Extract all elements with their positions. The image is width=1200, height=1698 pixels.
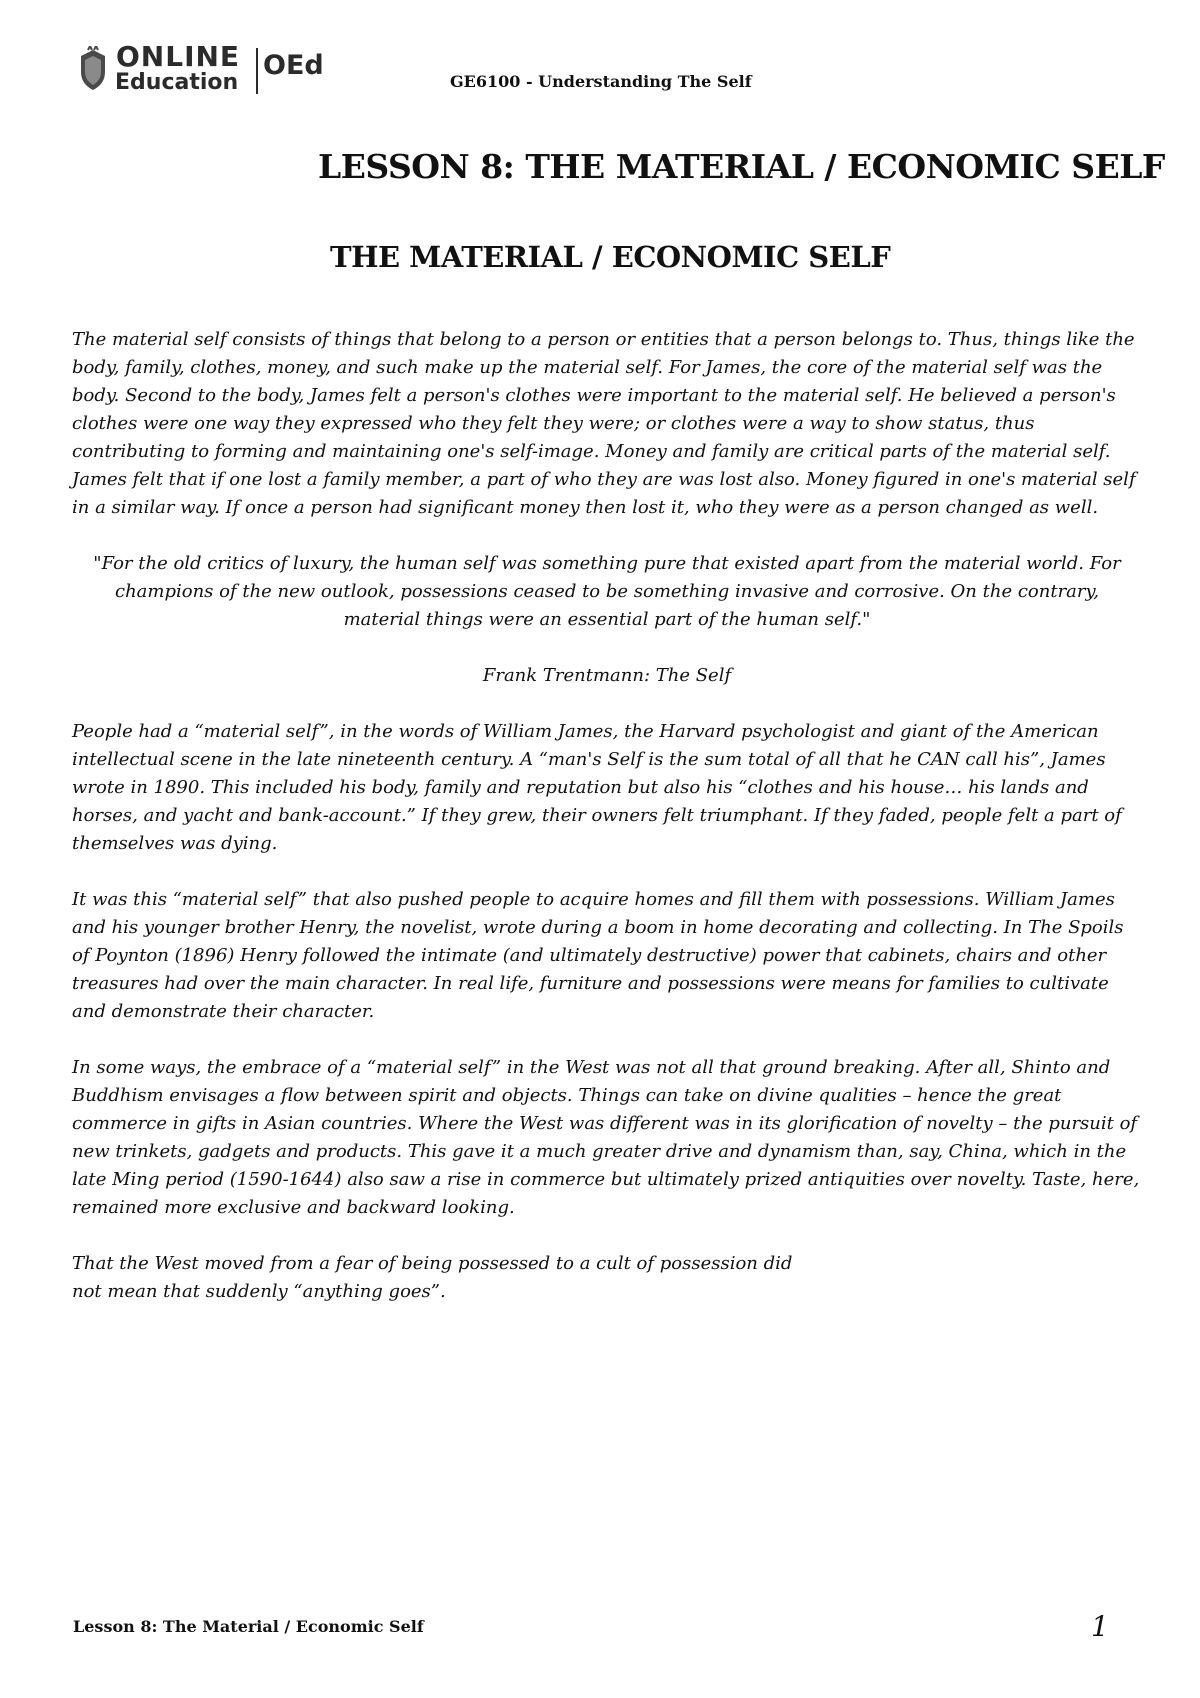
online-education-logo xyxy=(78,40,328,102)
block-quote: "For the old critics of luxury, the human self was something pure that existed apart from the material world. For champions of the new outlook, possessions ceased to be something invasive and corrosive. On the contrary, material things were an essential part of the human self." xyxy=(93,553,1121,630)
shield-logo-icon xyxy=(78,46,108,92)
conclusion-line-2: not mean that suddenly “anything goes”. xyxy=(72,1281,446,1302)
page-number: 1 xyxy=(1091,1610,1109,1643)
logo-divider xyxy=(256,48,258,94)
paragraph-west-novelty: In some ways, the embrace of a “material self” in the West was not all that ground breaking. After all, Shinto and Buddhism envisages a flow between spirit and objects. Things can take on divine qualities – hence the great commerce in gifts in Asian countries. Where the West was different was in its glorification of novelty – the pursuit of new trinkets, gadgets and products. This gave it a much greater drive and dynamism than, say, China, which in the late Ming period (1590-1644) also saw a rise in commerce but ultimately prized antiquities over novelty. Taste, here, remained more exclusive and backward looking. xyxy=(72,1057,1140,1218)
quote-attribution: Frank Trentmann: The Self xyxy=(482,665,732,686)
logo-abbrev: OEd xyxy=(263,50,324,81)
lesson-title: LESSON 8: THE MATERIAL / ECONOMIC SELF xyxy=(318,147,1165,186)
document-body xyxy=(72,326,1142,1334)
paragraph-conclusion xyxy=(72,1250,1142,1306)
course-header: GE6100 - Understanding The Self xyxy=(450,72,752,91)
conclusion-line-1: That the West moved from a fear of being possessed to a cult of possession did xyxy=(72,1253,793,1274)
footer-title: Lesson 8: The Material / Economic Self xyxy=(73,1617,424,1636)
logo-word-online: ONLINE xyxy=(116,40,241,73)
paragraph-material-self: The material self consists of things that belong to a person or entities that a person belongs to. Thus, things like the body, family, clothes, money, and such make up the material self. For James, the core of the material self was the body. Second to the body, James felt a person's clothes were important to the material self. He believed a person's clothes were one way they expressed who they felt they were; or clothes were a way to show status, thus contributing to forming and maintaining one's self-image. Money and family are critical parts of the material self. James felt that if one lost a family member, a part of who they are was lost also. Money figured in one's material self in a similar way. If once a person had significant money then lost it, who they were as a person changed as well. xyxy=(72,329,1136,518)
logo-word-education: Education xyxy=(115,70,239,95)
section-title: THE MATERIAL / ECONOMIC SELF xyxy=(330,240,891,274)
paragraph-possessions: It was this “material self” that also pushed people to acquire homes and fill them with possessions. William James and his younger brother Henry, the novelist, wrote during a boom in home decorating and collecting. In The Spoils of Poynton (1896) Henry followed the intimate (and ultimately destructive) power that cabinets, chairs and other treasures had over the main character. In real life, furniture and possessions were means for families to cultivate and demonstrate their character. xyxy=(72,889,1124,1022)
paragraph-william-james: People had a “material self”, in the words of William James, the Harvard psychologist and giant of the American intellectual scene in the late nineteenth century. A “man's Self is the sum total of all that he CAN call his”, James wrote in 1890. This included his body, family and reputation but also his “clothes and his house… his lands and horses, and yacht and bank-account.” If they grew, their owners felt triumphant. If they faded, people felt a part of themselves was dying. xyxy=(72,721,1122,854)
